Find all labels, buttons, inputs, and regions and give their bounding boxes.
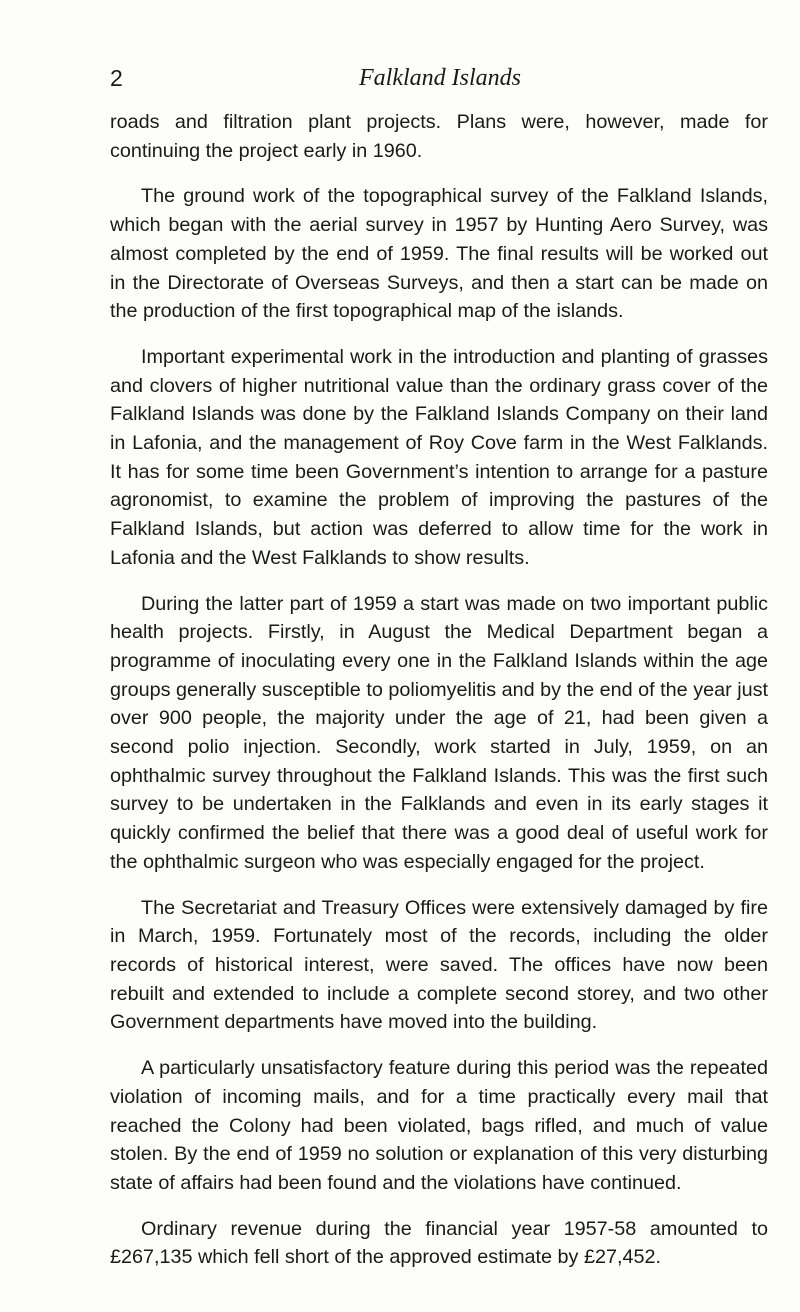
page-number: 2 [110,65,123,91]
running-title: Falkland Islands [359,65,521,91]
paragraph-topographical-survey: The ground work of the topographical survey of the Falkland Islands, which began with the aerial survey in 1957 by Hunting Aero Survey, was almost completed by the end of 1959. The final results will be worked out in the Directorate of Overseas Surveys, and then a start can be made on the production of the first topographical map of the islands. [110,185,768,323]
paragraph-mail-violation: A particularly unsatisfactory feature during this period was the repeated violation of incoming mails, and for a time practically every mail that reached the Colony had been violated, bags rifled, and much of value stolen. By the end of 1959 no solution or explanation of this very disturbing state of affairs had been found and the violations have continued. [110,1057,768,1194]
page-header [110,62,770,94]
paragraph-public-health: During the latter part of 1959 a start was made on two important public health projects. Firstly, in August the Medical Department began a programme of inoculating every one in the Falkland Islands within the age groups generally susceptible to poliomyelitis and by the end of the year just over 900 people, the majority under the age of 21, had been given a second polio injection. Secondly, work started in July, 1959, on an ophthalmic survey throughout the Falkland Islands. This was the first such survey to be undertaken in the Falklands and even in its early stages it quickly confirmed the belief that there was a good deal of useful work for the ophthalmic surgeon who was especially engaged for the project. [110,592,768,873]
paragraph-continuation: roads and filtration plant projects. Plans were, however, made for continuing the project early in 1960. [110,111,768,162]
paragraph-secretariat-fire: The Secretariat and Treasury Offices were extensively damaged by fire in March, 1959. Fortunately most of the records, including the older records of historical interest, were saved. The offices have now been rebuilt and extended to include a complete second storey, and two other Government departments have moved into the building. [110,896,768,1034]
paragraph-ordinary-revenue: Ordinary revenue during the financial year 1957-58 amounted to £267,135 which fell short of the approved estimate by £27,452. [110,1217,768,1269]
body-text [110,108,768,1289]
paragraph-pasture-experiments: Important experimental work in the introduction and planting of grasses and clovers of higher nutritional value than the ordinary grass cover of the Falkland Islands was done by the Falkland Islands Company on their land in Lafonia, and the management of Roy Cove farm in the West Falklands. It has for some time been Government’s intention to arrange for a pasture agronomist, to examine the problem of improving the pastures of the Falkland Islands, but action was deferred to allow time for the work in Lafonia and the West Falklands to show results. [110,345,768,569]
